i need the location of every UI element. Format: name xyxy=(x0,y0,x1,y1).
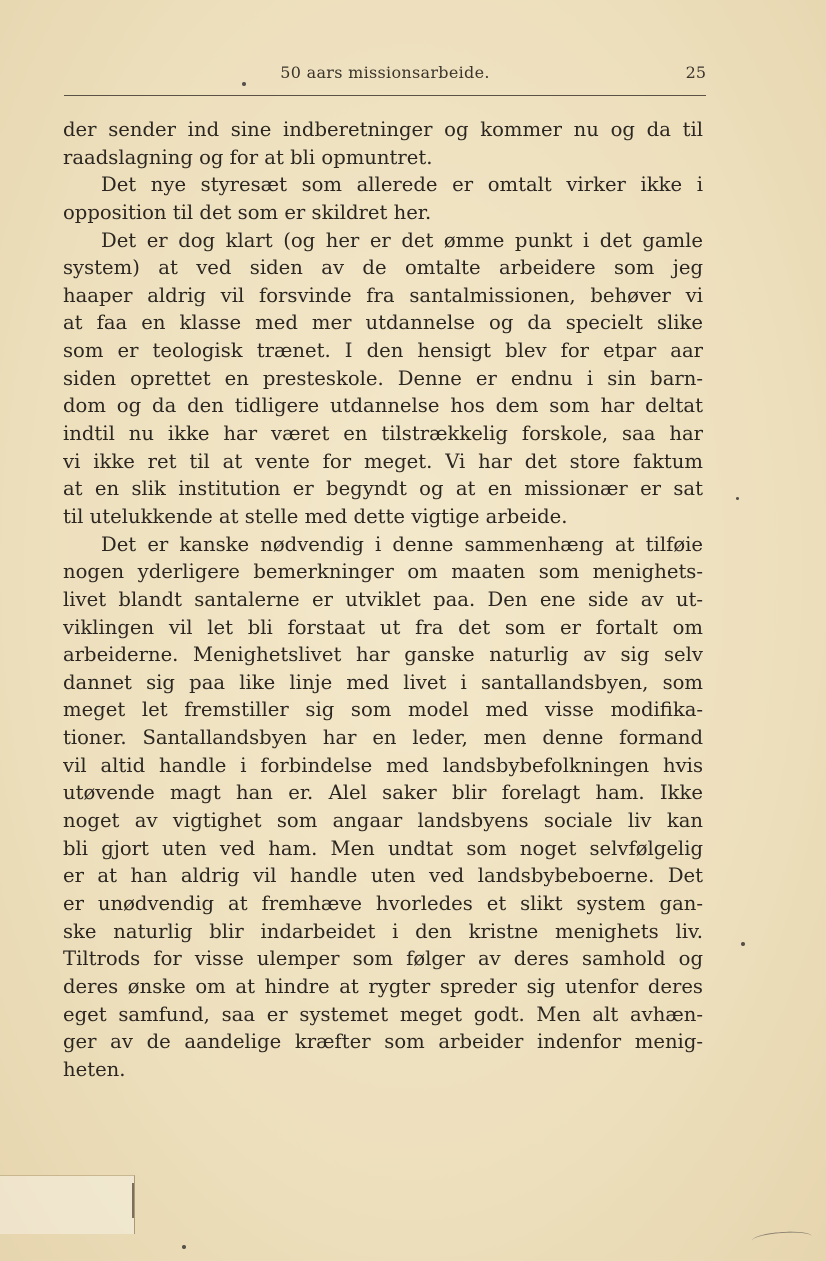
text-line: bli gjort uten ved ham. Men undtat som noget selvfølgelig xyxy=(63,836,703,860)
text-line: dom og da den tidligere utdannelse hos dem som har deltat xyxy=(63,394,703,418)
text-line: Tiltrods for visse ulemper som følger av deres samhold og xyxy=(63,947,703,971)
text-line: til utelukkende at stelle med dette vigtige arbeide. xyxy=(63,504,568,528)
text-line: arbeiderne. Menighetslivet har ganske naturlig av sig selv xyxy=(63,643,703,667)
text-line: Det er kanske nødvendig i denne sammenhæng at tilføie xyxy=(101,532,703,556)
text-line: opposition til det som er skildret her. xyxy=(63,200,432,224)
text-line: heten. xyxy=(63,1057,126,1081)
running-head xyxy=(64,63,706,87)
text-line: der sender ind sine indberetninger og kommer nu og da til xyxy=(63,118,703,141)
text-line: eget samfund, saa er systemet meget godt. Men alt avhæn- xyxy=(63,1002,703,1026)
specks xyxy=(741,942,745,946)
specks xyxy=(736,497,739,500)
text-line: at faa en klasse med mer utdannelse og da specielt slike xyxy=(63,311,703,335)
text-line: som er teologisk trænet. I den hensigt blev for etpar aar xyxy=(63,339,703,363)
text-line: siden oprettet en presteskole. Denne er endnu i sin barn- xyxy=(63,366,703,390)
text-line: at en slik institution er begyndt og at en missionær er sat xyxy=(63,477,703,501)
specks xyxy=(182,1245,186,1249)
text-line: er at han aldrig vil handle uten ved landsbybeboerne. Det xyxy=(63,864,703,888)
text-line: tioner. Santallandsbyen har en leder, men denne formand xyxy=(63,726,703,750)
text-line: raadslagning og for at bli opmuntret. xyxy=(63,145,433,169)
text-line: ger av de aandelige kræfter som arbeider indenfor menig- xyxy=(63,1030,703,1054)
text-line: ske naturlig blir indarbeidet i den kristne menighets liv. xyxy=(63,919,703,943)
library-label xyxy=(0,1175,135,1234)
text-line: indtil nu ikke har været en tilstrækkelig forskole, saa har xyxy=(63,422,703,446)
text-line: dannet sig paa like linje med livet i santallandsbyen, som xyxy=(63,670,703,694)
page-number: 25 xyxy=(685,63,706,82)
body-text xyxy=(63,116,703,1083)
text-line: vi ikke ret til at vente for meget. Vi har det store faktum xyxy=(63,449,703,473)
pencil-mark xyxy=(752,1230,813,1247)
running-title: 50 aars missionsarbeide. xyxy=(280,63,490,82)
text-line: livet blandt santalerne er utviklet paa. Den ene side av ut- xyxy=(63,587,703,611)
text-line: haaper aldrig vil forsvinde fra santalmissionen, behøver vi xyxy=(63,283,703,307)
text-line: meget let fremstiller sig som model med visse modifika- xyxy=(63,698,703,722)
text-line: noget av vigtighet som angaar landsbyens sociale liv kan xyxy=(63,809,703,833)
text-line: Det nye styresæt som allerede er omtalt virker ikke i xyxy=(101,173,703,197)
text-line: Det er dog klart (og her er det ømme punkt i det gamle xyxy=(101,228,703,252)
text-line: utøvende magt han er. Alel saker blir forelagt ham. Ikke xyxy=(63,781,703,805)
label-edge-mark xyxy=(132,1183,134,1218)
header-rule xyxy=(64,95,706,96)
specks xyxy=(242,82,246,86)
text-line: system) at ved siden av de omtalte arbeidere som jeg xyxy=(63,256,703,280)
text-line: deres ønske om at hindre at rygter spreder sig utenfor deres xyxy=(63,974,703,998)
text-line: er unødvendig at fremhæve hvorledes et slikt system gan- xyxy=(63,891,703,915)
text-line: viklingen vil let bli forstaat ut fra det som er fortalt om xyxy=(63,615,703,639)
text-line: nogen yderligere bemerkninger om maaten som menighets- xyxy=(63,560,703,584)
text-line: vil altid handle i forbindelse med landsbybefolkningen hvis xyxy=(63,753,703,777)
